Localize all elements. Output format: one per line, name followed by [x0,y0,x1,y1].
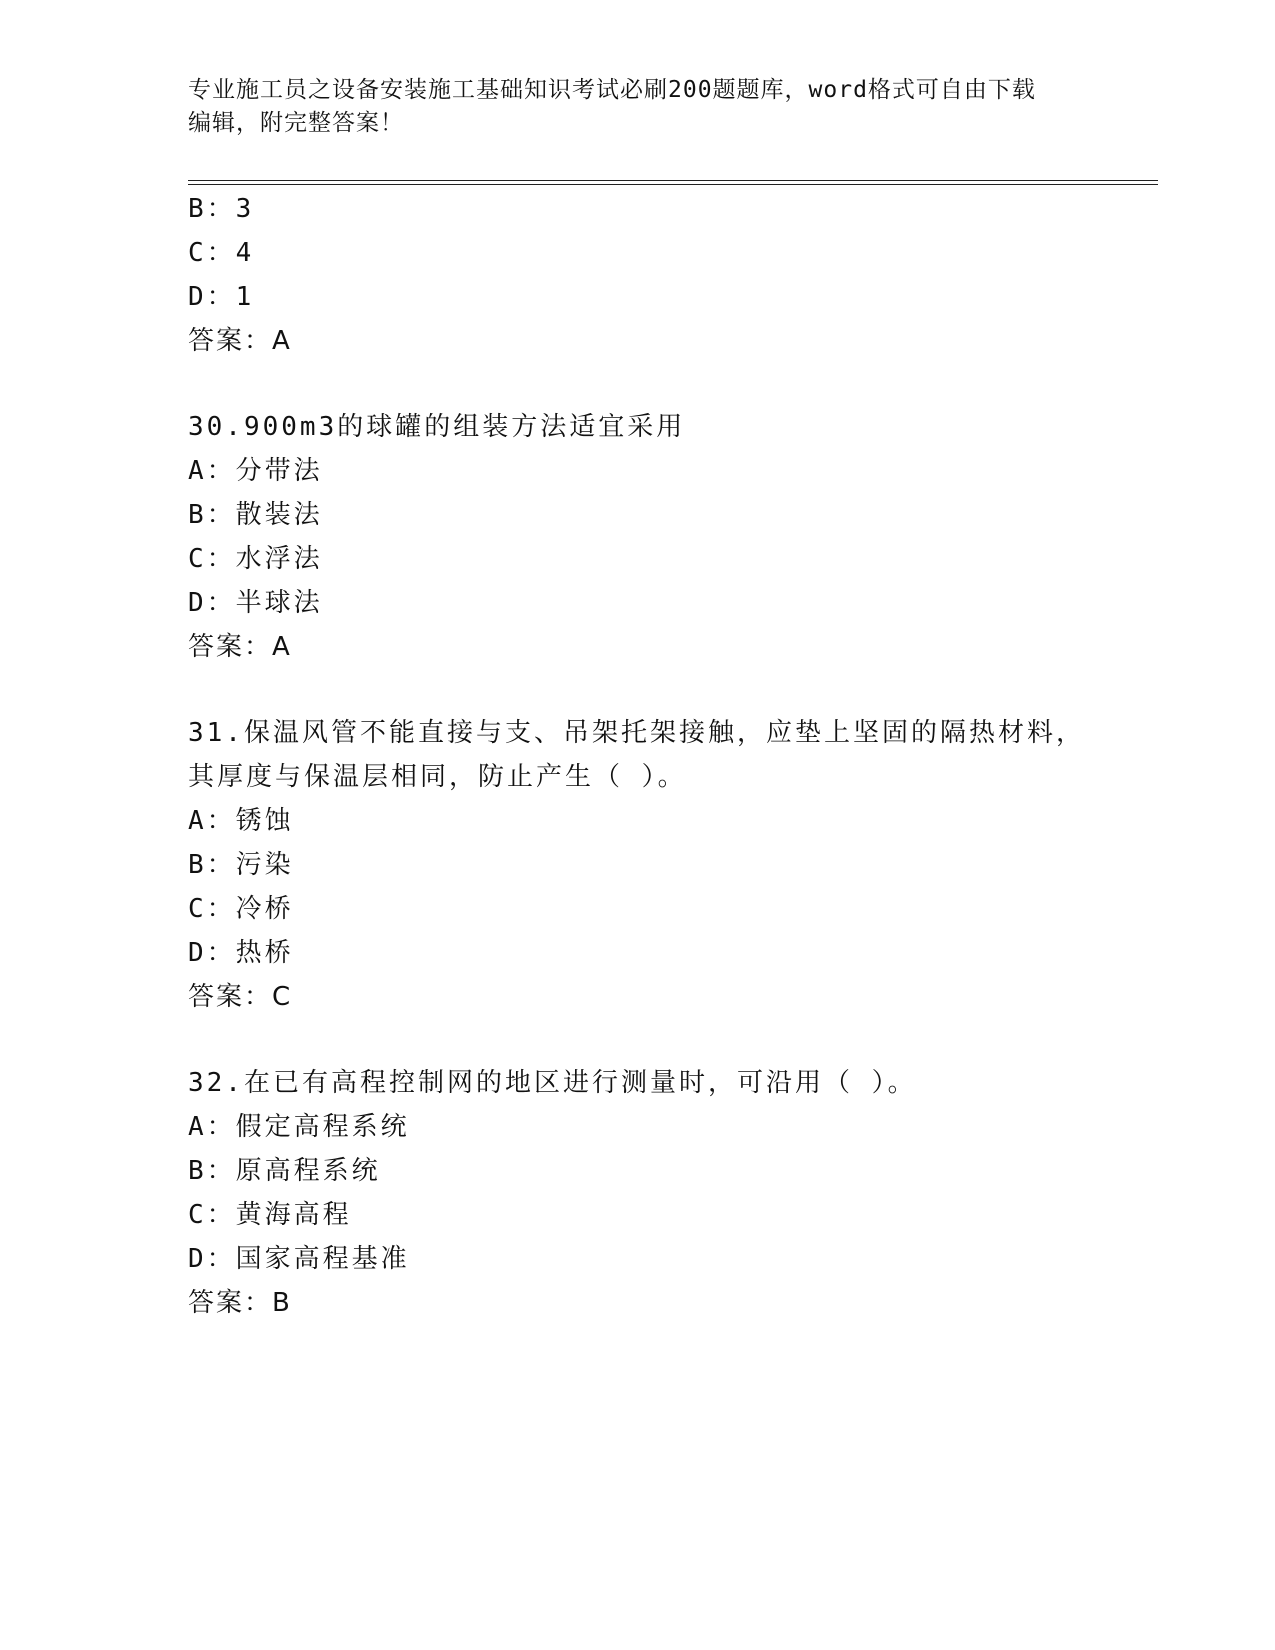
prev-option-b: B：3 [188,194,255,224]
q30-answer: 答案：A [188,632,292,662]
q32-stem: 32.在已有高程控制网的地区进行测量时，可沿用（ ）。 [188,1068,917,1098]
q30-option-b: B：散装法 [188,500,323,530]
document-header [188,74,1088,140]
q30-option-c: C：水浮法 [188,544,323,574]
q31-stem-line-2: 其厚度与保温层相同，防止产生（ ）。 [188,762,687,792]
prev-option-d: D：1 [188,282,255,312]
q32-option-b: B：原高程系统 [188,1156,381,1186]
prev-option-c: C：4 [188,238,255,268]
q31-option-b: B：污染 [188,850,294,880]
q31-option-c: C：冷桥 [188,894,294,924]
header-rule-bottom [188,184,1158,185]
header-rule-top [188,180,1158,181]
q31-stem-line-1: 31.保温风管不能直接与支、吊架托架接触，应垫上坚固的隔热材料， [188,718,1085,748]
q31-option-a: A：锈蚀 [188,806,294,836]
header-line-2: 编辑，附完整答案！ [188,110,404,136]
q30-stem: 30.900m3的球罐的组装方法适宜采用 [188,412,686,442]
q31-option-d: D：热桥 [188,938,294,968]
q30-option-a: A：分带法 [188,456,323,486]
prev-answer: 答案：A [188,326,292,356]
q32-option-a: A：假定高程系统 [188,1112,410,1142]
q32-answer: 答案：B [188,1288,292,1318]
q30-option-d: D：半球法 [188,588,323,618]
q31-answer: 答案：C [188,982,293,1012]
header-line-1: 专业施工员之设备安装施工基础知识考试必刷200题题库，word格式可自由下载 [188,77,1036,103]
q32-option-c: C：黄海高程 [188,1200,352,1230]
q32-option-d: D：国家高程基准 [188,1244,410,1274]
